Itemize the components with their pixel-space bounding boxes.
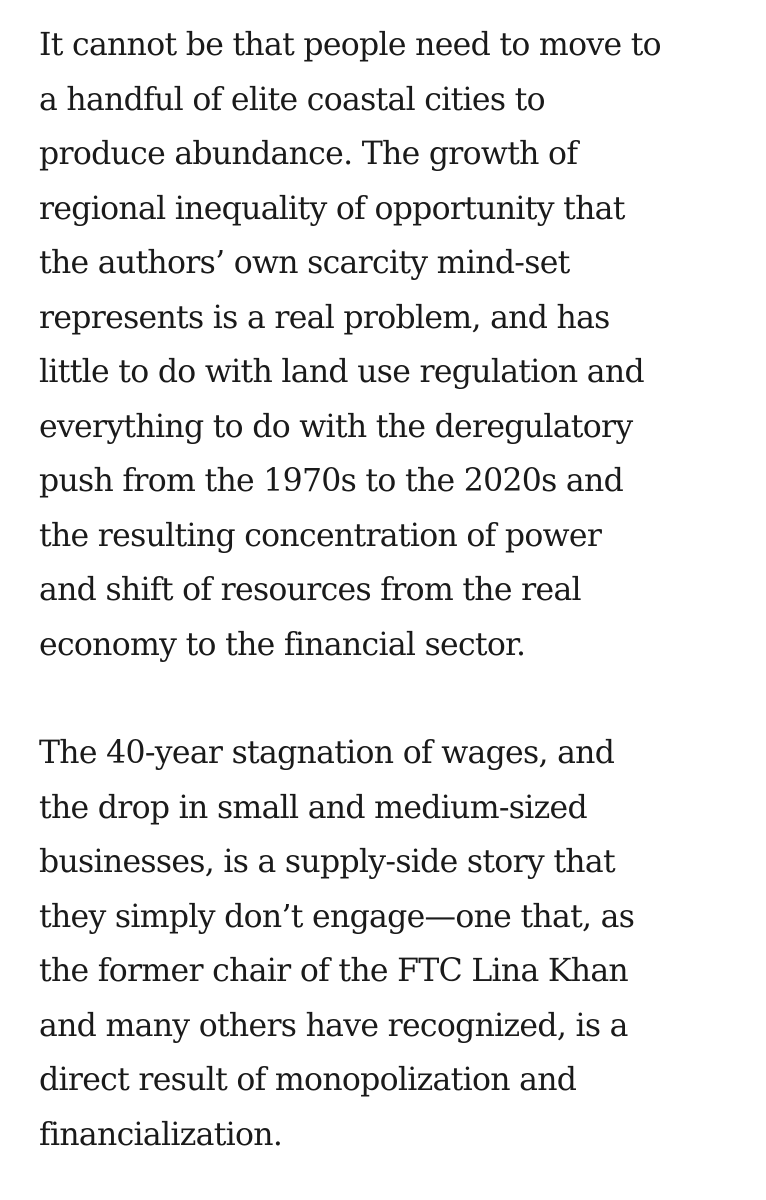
text-line: direct result of monopolization and: [39, 1062, 577, 1098]
text-line: and shift of resources from the real: [39, 572, 581, 608]
text-line: the authors’ own scarcity mind-set: [39, 245, 570, 281]
article-body: [39, 18, 754, 1162]
text-line: produce abundance. The growth of: [39, 136, 578, 172]
text-line: economy to the financial sector.: [39, 626, 526, 663]
paragraph-2: [39, 726, 754, 1162]
text-line: The 40-year stagnation of wages, and: [39, 735, 615, 771]
text-line: the drop in small and medium-sized: [39, 789, 587, 826]
text-line: the resulting concentration of power: [39, 517, 602, 554]
text-line: It cannot be that people need to move to: [39, 27, 661, 63]
text-line: businesses, is a supply-side story that: [39, 844, 615, 880]
text-line: everything to do with the deregulatory: [39, 408, 633, 445]
text-line: represents is a real problem, and has: [39, 299, 610, 336]
text-line: push from the 1970s to the 2020s and: [39, 463, 624, 499]
text-line: a handful of elite coastal cities to: [39, 81, 545, 118]
text-line: they simply don’t engage—one that, as: [39, 898, 635, 935]
text-line: and many others have recognized, is a: [39, 1007, 628, 1044]
text-line: financialization.: [39, 1116, 283, 1153]
text-line: little to do with land use regulation and: [39, 354, 644, 390]
text-line: regional inequality of opportunity that: [39, 190, 625, 227]
paragraph-1: [39, 18, 754, 672]
paragraph-spacer: [39, 672, 754, 726]
text-line: the former chair of the FTC Lina Khan: [39, 953, 628, 989]
